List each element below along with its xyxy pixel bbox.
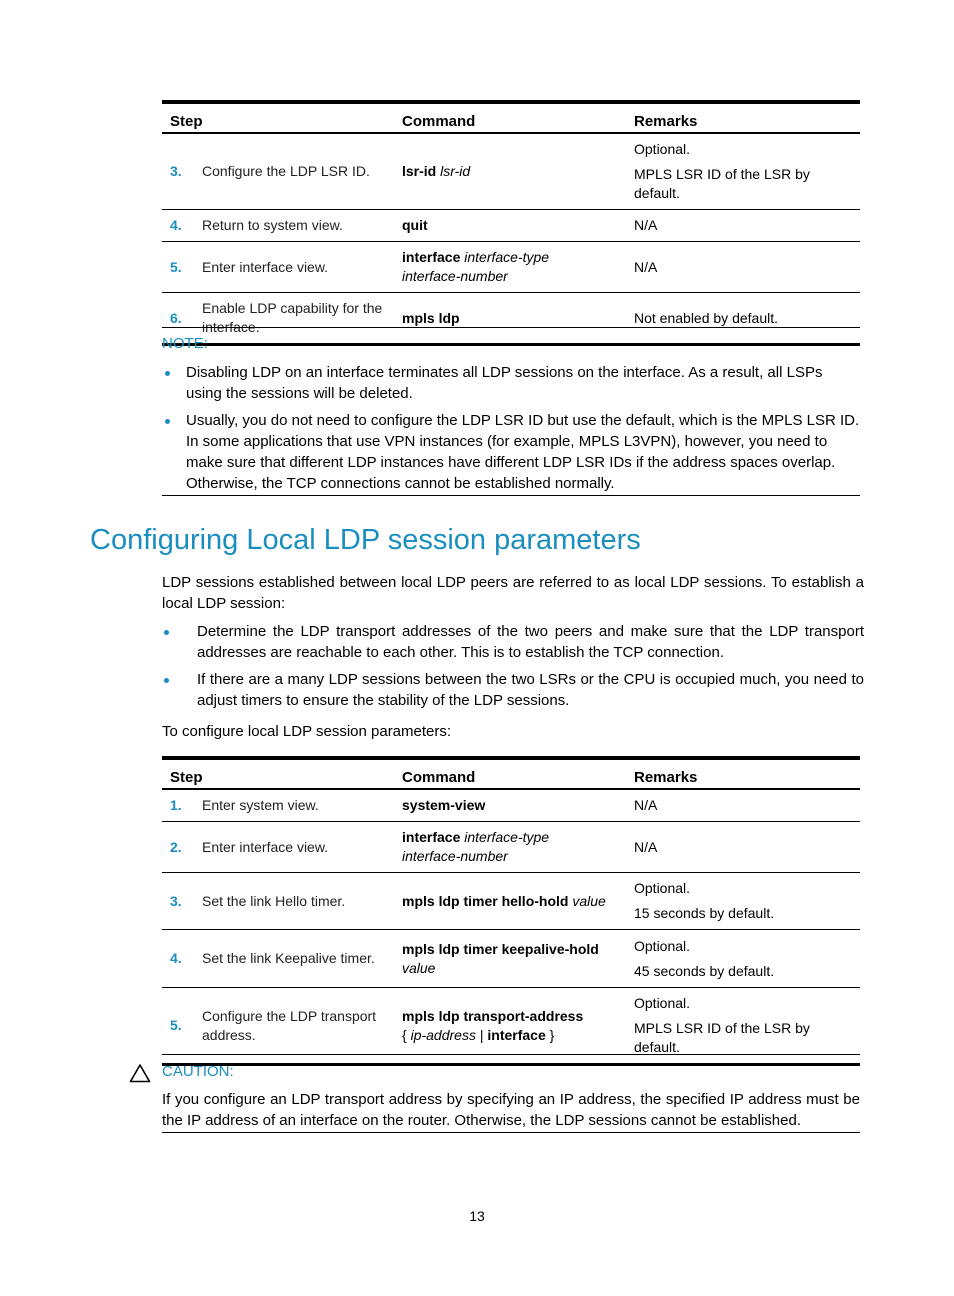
- command-keyword: system-view: [402, 797, 486, 813]
- header-step: Step: [162, 758, 394, 789]
- header-remarks: Remarks: [626, 758, 860, 789]
- step-number: 4.: [162, 930, 194, 988]
- warning-triangle-icon: [129, 1063, 151, 1083]
- header-command: Command: [394, 102, 626, 133]
- header-remarks: Remarks: [626, 102, 860, 133]
- step-remarks: [626, 789, 860, 822]
- table-row: [162, 242, 860, 293]
- page-number: 13: [469, 1208, 485, 1224]
- remark-line: 45 seconds by default.: [634, 962, 775, 979]
- step-remarks: [626, 873, 860, 930]
- step-number: 3.: [162, 873, 194, 930]
- command-argument: value: [402, 959, 436, 976]
- step-description: Enter interface view.: [194, 242, 394, 293]
- bullet-text: If there are a many LDP sessions between the two LSRs or the CPU is occupied much, you need to adjust timers to ensure the stability of the LDP sessions.: [197, 671, 864, 709]
- command-table-1: [162, 100, 860, 346]
- table-row: [162, 210, 860, 242]
- command-keyword: interface: [487, 1026, 546, 1043]
- step-description: Enter interface view.: [194, 822, 394, 873]
- table-row: [162, 930, 860, 988]
- remark-line: N/A: [634, 217, 658, 233]
- step-number: 6.: [162, 293, 194, 345]
- step-description: Configure the LDP transport address.: [194, 988, 394, 1065]
- note-label: NOTE:: [162, 335, 208, 352]
- command-keyword: mpls ldp transport-address: [402, 1007, 584, 1024]
- step-command: [394, 988, 626, 1065]
- command-keyword: interface: [402, 249, 461, 265]
- command-keyword: mpls ldp: [402, 309, 460, 326]
- remark-line: Optional.: [634, 880, 691, 896]
- table-header-row: [162, 102, 860, 133]
- step-remarks: [626, 210, 860, 242]
- command-argument: interface-type: [464, 829, 550, 845]
- section-bullets: [162, 621, 864, 711]
- section-title: Configuring Local LDP session parameters: [90, 524, 641, 556]
- list-item: [162, 410, 860, 494]
- step-command: [394, 822, 626, 873]
- list-item: [162, 362, 860, 404]
- table-row: [162, 822, 860, 873]
- caution-text: If you configure an LDP transport address by specifying an IP address, the specified IP address must be the IP address of an interface on the router. Otherwise, the LDP sessions cannot be established.: [162, 1091, 860, 1129]
- note-text: Disabling LDP on an interface terminates all LDP sessions on the interface. As a result, all LSPs using the sessions will be deleted.: [186, 364, 823, 402]
- note-box: [162, 327, 860, 496]
- list-item: [162, 669, 864, 711]
- step-number: 2.: [162, 822, 194, 873]
- command-separator: |: [479, 1026, 484, 1043]
- command-keyword: mpls ldp timer keepalive-hold: [402, 940, 599, 957]
- step-command: [394, 242, 626, 293]
- step-description: Configure the LDP LSR ID.: [202, 163, 370, 179]
- step-description: Set the link Hello timer.: [194, 873, 394, 930]
- step-remarks: [626, 242, 860, 293]
- command-argument: lsr-id: [440, 163, 471, 179]
- caution-box: [162, 1054, 860, 1133]
- bullet-icon: [164, 630, 169, 635]
- step-command: [394, 930, 626, 988]
- remark-line: Optional.: [634, 995, 691, 1011]
- command-argument: ip-address: [410, 1026, 476, 1043]
- command-table-2: [162, 756, 860, 1066]
- bullet-text: Determine the LDP transport addresses of the two peers and make sure that the LDP transport addresses are reachable to each other. This is to establish the TCP connection.: [197, 623, 864, 661]
- step-number: 5.: [162, 242, 194, 293]
- table-row: [162, 988, 860, 1065]
- step-number: 5.: [162, 988, 194, 1065]
- command-argument: interface-number: [402, 848, 508, 864]
- command-argument: interface-type: [464, 249, 550, 265]
- step-description: Set the link Keepalive timer.: [194, 930, 394, 988]
- step-command: [394, 133, 626, 210]
- remark-line: 15 seconds by default.: [634, 905, 775, 921]
- remark-line: Optional.: [634, 141, 691, 157]
- command-argument: value: [572, 892, 606, 909]
- step-description: Enable LDP capability for the interface.: [194, 293, 394, 345]
- table-row: [162, 873, 860, 930]
- command-keyword: mpls ldp timer hello-hold: [402, 892, 569, 909]
- command-brace: }: [549, 1026, 555, 1043]
- remark-line: N/A: [634, 838, 658, 855]
- step-description: Enter system view.: [202, 797, 319, 813]
- step-number: 4.: [162, 210, 194, 242]
- list-item: [162, 621, 864, 663]
- step-number: 1.: [170, 797, 182, 813]
- remark-line: N/A: [634, 797, 658, 813]
- command-brace: {: [402, 1026, 407, 1043]
- section-intro: LDP sessions established between local LDP peers are referred to as local LDP sessions. To establish a local LDP session:: [162, 574, 864, 612]
- command-keyword: lsr-id: [402, 163, 437, 179]
- remark-line: MPLS LSR ID of the LSR by default.: [634, 1020, 810, 1055]
- command-keyword: interface: [402, 829, 461, 845]
- table-header-row: [162, 758, 860, 789]
- step-number: 3.: [170, 163, 182, 179]
- table-lead-in: To configure local LDP session parameters:: [162, 723, 452, 740]
- bullet-icon: [165, 371, 170, 376]
- remark-line: Optional.: [634, 937, 691, 954]
- note-text: Usually, you do not need to configure the LDP LSR ID but use the default, which is the MPLS LSR ID. In some applications that use VPN instances (for example, MPLS L3VPN), however, you need to make sure that different LDP instances have different LDP LSR IDs if the address spaces overlap. Otherwise, the TCP connections cannot be established normally.: [186, 412, 860, 492]
- step-remarks: [626, 988, 860, 1065]
- step-command: [394, 210, 626, 242]
- step-remarks: [626, 822, 860, 873]
- bullet-icon: [165, 419, 170, 424]
- note-list: [162, 362, 860, 494]
- step-description: Return to system view.: [194, 210, 394, 242]
- remark-line: MPLS LSR ID of the LSR by default.: [634, 166, 810, 201]
- table-row: [162, 789, 860, 822]
- command-keyword: quit: [402, 217, 428, 233]
- table-row: [162, 133, 860, 210]
- step-command: [394, 873, 626, 930]
- header-command: Command: [394, 758, 626, 789]
- remark-line: N/A: [634, 258, 658, 275]
- step-remarks: [626, 930, 860, 988]
- bullet-icon: [164, 678, 169, 683]
- command-argument: interface-number: [402, 268, 508, 284]
- caution-label: CAUTION:: [162, 1063, 234, 1080]
- remark-line: Not enabled by default.: [634, 309, 778, 326]
- step-remarks: [626, 133, 860, 210]
- step-command: [394, 789, 626, 822]
- header-step: Step: [162, 102, 394, 133]
